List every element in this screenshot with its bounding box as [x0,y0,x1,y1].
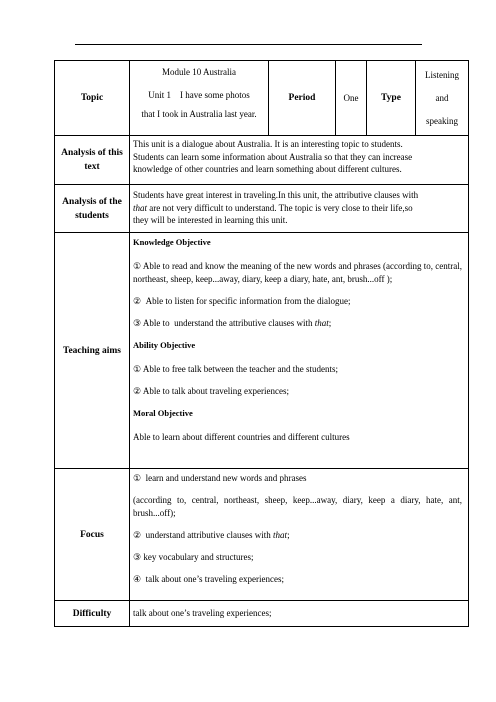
top-rule [75,44,422,45]
that-keyword: that [314,318,329,328]
ability-item-1: ① Able to free talk between the teacher and the students; [133,364,338,374]
knowledge-objective-title: Knowledge Objective [133,237,211,247]
difficulty-content: talk about one’s traveling experiences; [130,601,469,627]
topic-line-2: Unit 1 I have some photos [148,90,250,100]
knowledge-item-3-end: ; [328,318,332,328]
analysis-students-line-2 [133,202,462,215]
focus-row [55,469,469,601]
period-label: Period [269,61,336,136]
type-line-2: and [435,92,449,103]
analysis-text-line-3: knowledge of other countries and learn something about different cultures. [133,164,402,174]
teaching-aims-content [130,233,469,469]
difficulty-row [55,601,469,627]
focus-item-4: ④ talk about one’s traveling experiences; [133,574,285,584]
topic-label: Topic [55,61,130,136]
difficulty-label: Difficulty [55,601,130,627]
focus-label: Focus [55,469,130,601]
type-line-3: speaking [426,115,458,126]
analysis-text-row [55,136,469,185]
teaching-aims-label: Teaching aims [55,233,130,469]
analysis-students-row [55,185,469,233]
analysis-students-label: Analysis of the students [55,185,130,233]
analysis-text-label: Analysis of this text [55,136,130,185]
topic-row [55,61,469,136]
knowledge-item-3-text: ③ Able to understand the attributive clauses with [133,318,315,328]
analysis-students-line-2-rest: are not very difficult to understand. The topic is very close to their life,so [147,202,413,213]
topic-line-3: that I took in Australia last year. [141,109,257,119]
ability-objective-title: Ability Objective [133,340,196,350]
focus-item-2 [133,529,462,542]
analysis-students-line-1: Students have great interest in traveling.In this unit, the attributive clauses with [133,190,419,200]
analysis-students-line-3: they will be interested in learning this unit. [133,215,288,225]
focus-item-3: ③ key vocabulary and structures; [133,552,254,562]
type-value [416,61,469,136]
focus-item-1-detail: (according to, central, northeast, sheep, keep...away, diary, keep a diary, hate, ant, brush...off); [133,495,462,518]
analysis-text-line-1: This unit is a dialogue about Australia. It is an interesting topic to students. [133,139,403,149]
topic-value [130,61,269,136]
ability-item-2: ② Able to talk about traveling experiences; [133,386,290,396]
knowledge-item-2: ② Able to listen for specific information from the dialogue; [133,296,351,306]
that-keyword: that [273,530,288,540]
focus-item-1: ① learn and understand new words and phrases [133,473,307,483]
that-keyword: that [133,202,148,213]
moral-objective-title: Moral Objective [133,408,193,418]
knowledge-item-1: ① Able to read and know the meaning of the new words and phrases (according to, central, northeast, sheep, keep...away, diary, keep a diary, hate, ant, brush...off ); [133,261,462,284]
knowledge-item-3 [133,317,462,330]
focus-item-2-text: ② understand attributive clauses with [133,530,274,540]
analysis-students-content [130,185,469,233]
focus-content [130,469,469,601]
type-label: Type [367,61,416,136]
focus-item-2-end: ; [287,530,290,540]
analysis-text-content [130,136,469,185]
type-line-1: Listening [425,69,459,80]
period-value: One [336,61,367,136]
teaching-aims-row [55,233,469,469]
moral-item-1: Able to learn about different countries and different cultures [133,432,350,442]
lesson-plan-table [54,60,469,627]
topic-line-1: Module 10 Australia [162,67,236,77]
analysis-text-line-2: Students can learn some information about Australia so that they can increase [133,151,413,162]
